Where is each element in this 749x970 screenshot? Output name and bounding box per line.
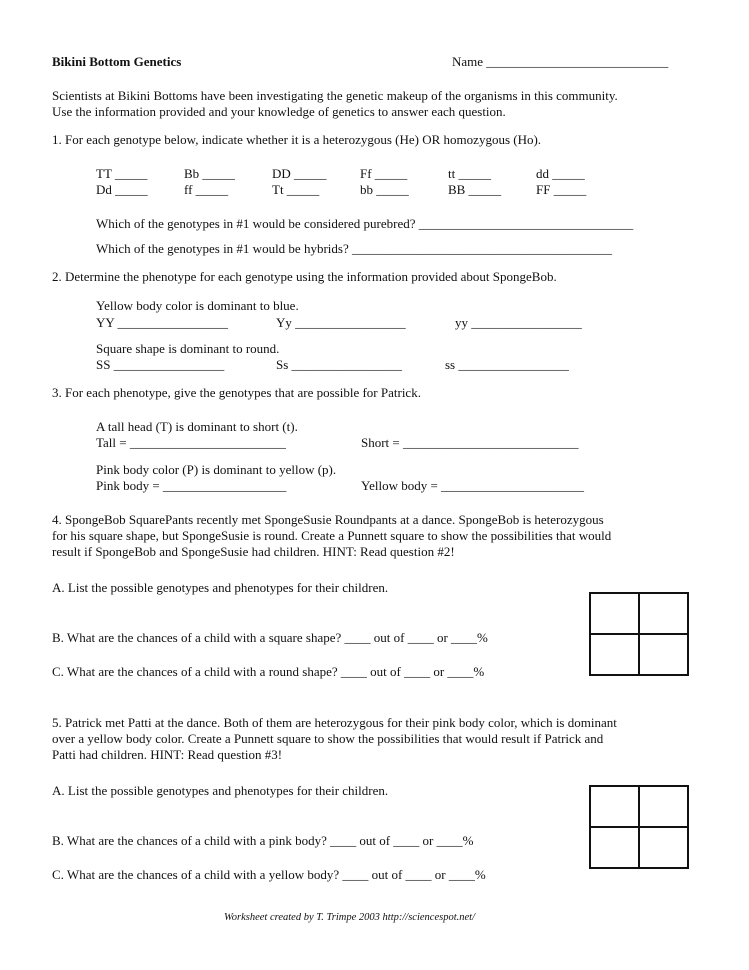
- q3-pink-blank[interactable]: Pink body = ___________________: [96, 478, 287, 493]
- q4-part-b[interactable]: B. What are the chances of a child with a square shape? ____ out of ____ or ____%: [52, 630, 488, 645]
- q2-prompt: 2. Determine the phenotype for each genotype using the information provided about SpongeBob.: [52, 269, 557, 284]
- q1-genotype-blank[interactable]: tt _____: [448, 166, 491, 181]
- q1-genotype-blank[interactable]: DD _____: [272, 166, 327, 181]
- q4-part-a: A. List the possible genotypes and phenotypes for their children.: [52, 580, 389, 595]
- q2-phenotype-blank[interactable]: ss _________________: [445, 357, 569, 372]
- intro-line-2: Use the information provided and your knowledge of genetics to answer each question.: [52, 104, 506, 119]
- footer-credit: Worksheet created by T. Trimpe 2003 http://sciencespot.net/: [224, 912, 475, 923]
- q3-head-rule: A tall head (T) is dominant to short (t).: [96, 419, 298, 434]
- q3-short-blank[interactable]: Short = ___________________________: [361, 435, 579, 450]
- q4-text-line: result if SpongeBob and SpongeSusie had children. HINT: Read question #2!: [52, 544, 455, 559]
- q2-phenotype-blank[interactable]: Ss _________________: [276, 357, 403, 372]
- q5-part-a: A. List the possible genotypes and phenotypes for their children.: [52, 783, 389, 798]
- q2-phenotype-blank[interactable]: SS _________________: [96, 357, 225, 372]
- q1-genotype-blank[interactable]: Tt _____: [272, 182, 320, 197]
- worksheet-title: Bikini Bottom Genetics: [52, 54, 182, 69]
- q4-text-line: 4. SpongeBob SquarePants recently met SpongeSusie Roundpants at a dance. SpongeBob is heterozygous: [52, 512, 604, 527]
- q1-genotype-blank[interactable]: Ff _____: [360, 166, 408, 181]
- q2-phenotype-blank[interactable]: yy _________________: [455, 315, 582, 330]
- q1-genotype-blank[interactable]: bb _____: [360, 182, 409, 197]
- q5-text-line: 5. Patrick met Patti at the dance. Both of them are heterozygous for their pink body color, which is dominant: [52, 715, 617, 730]
- intro-line-1: Scientists at Bikini Bottoms have been investigating the genetic makeup of the organisms in this community.: [52, 88, 618, 103]
- q2-phenotype-blank[interactable]: YY _________________: [96, 315, 229, 330]
- punnett-divider: [591, 826, 687, 828]
- q1-genotype-blank[interactable]: ff _____: [184, 182, 229, 197]
- q1-prompt: 1. For each genotype below, indicate whether it is a heterozygous (He) OR homozygous (Ho).: [52, 132, 542, 147]
- q1-genotype-blank[interactable]: Dd _____: [96, 182, 148, 197]
- q4-punnett-square[interactable]: [589, 592, 689, 676]
- q2-phenotype-blank[interactable]: Yy _________________: [276, 315, 406, 330]
- q1-genotype-blank[interactable]: FF _____: [536, 182, 587, 197]
- q1-hybrids-question[interactable]: Which of the genotypes in #1 would be hybrids? ________________________________________: [96, 241, 612, 256]
- q5-punnett-square[interactable]: [589, 785, 689, 869]
- name-field[interactable]: Name ____________________________: [452, 54, 669, 69]
- q1-genotype-blank[interactable]: Bb _____: [184, 166, 235, 181]
- q4-part-c[interactable]: C. What are the chances of a child with a round shape? ____ out of ____ or ____%: [52, 664, 485, 679]
- q2-shape-rule: Square shape is dominant to round.: [96, 341, 280, 356]
- q4-text-line: for his square shape, but SpongeSusie is round. Create a Punnett square to show the possibilities that would: [52, 528, 612, 543]
- q3-yellow-blank[interactable]: Yellow body = ______________________: [361, 478, 585, 493]
- q3-prompt: 3. For each phenotype, give the genotypes that are possible for Patrick.: [52, 385, 421, 400]
- q1-genotype-blank[interactable]: BB _____: [448, 182, 502, 197]
- q2-color-rule: Yellow body color is dominant to blue.: [96, 298, 299, 313]
- q3-pink-rule: Pink body color (P) is dominant to yellow (p).: [96, 462, 337, 477]
- q1-genotype-blank[interactable]: TT _____: [96, 166, 148, 181]
- q5-part-b[interactable]: B. What are the chances of a child with a pink body? ____ out of ____ or ____%: [52, 833, 474, 848]
- q5-text-line: over a yellow body color. Create a Punnett square to show the possibilities that would result if Patrick and: [52, 731, 604, 746]
- q3-tall-blank[interactable]: Tall = ________________________: [96, 435, 286, 450]
- q5-part-c[interactable]: C. What are the chances of a child with a yellow body? ____ out of ____ or ____%: [52, 867, 486, 882]
- q5-text-line: Patti had children. HINT: Read question #3!: [52, 747, 283, 762]
- q1-genotype-blank[interactable]: dd _____: [536, 166, 585, 181]
- punnett-divider: [591, 633, 687, 635]
- q1-purebred-question[interactable]: Which of the genotypes in #1 would be considered purebred? _________________________________: [96, 216, 634, 231]
